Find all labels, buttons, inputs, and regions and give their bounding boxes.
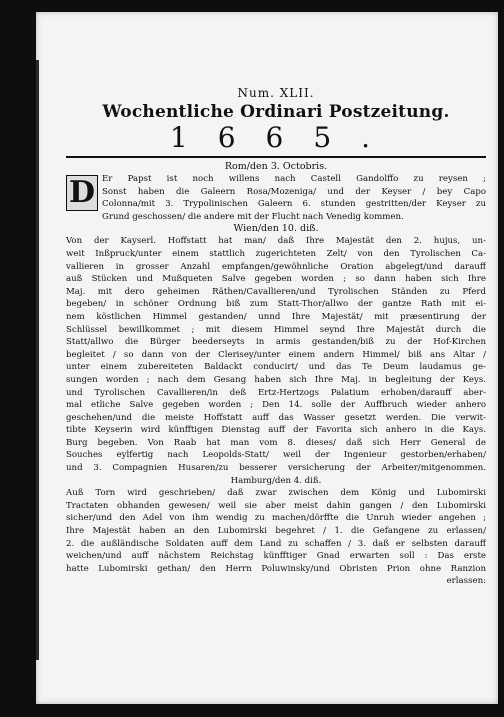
article-line: 2. die außländische Soldaten auff dem Land zu schaffen / 3. daß er selbsten darauff	[66, 538, 486, 549]
dateline-rome: Rom/den 3. Octobris.	[224, 161, 328, 172]
article-closing-word: erlassen:	[446, 576, 486, 587]
article-line: vallieren in grosser Anzahl empfangen/gewöhnliche Oration abgelegt/und darauff	[66, 261, 486, 272]
masthead-rule	[66, 156, 486, 158]
article-line: nem köstlichen Himmel gestanden/ unnd Ihre Majestät/ mit præsentirung der	[66, 311, 486, 322]
article-hamburg	[66, 487, 486, 588]
article-line: sicher/und den Adel von ihm wendig zu machen/dörffte die Unruh wieder angehen ;	[66, 513, 486, 524]
article-line: weit Inßpruck/unter einem stattlich zugerichteten Zelt/ von den Tyrolischen Ca-	[66, 248, 486, 259]
dateline-hamburg: Hamburg/den 4. diß.	[230, 475, 322, 486]
article-line: unter einem zubereiteten Baldackt conducirt/ und das Te Deum laudamus ge-	[66, 362, 486, 373]
article-line: weichen/und auff nächstem Reichstag künfftiger Gnad erwarten soll : Das erste	[66, 551, 486, 562]
article-line: auß Stücken und Mußqueten Salve gegeben worden ; so dann haben sich Ihre	[66, 274, 486, 285]
article-line: Souches eylfertig nach Leopolds-Statt/ weil der Ingenieur gestorben/erhaben/	[66, 450, 486, 461]
article-line: hatte Lubomirski gethan/ den Herrn Poluwinsky/und Obristen Prion ohne Ranzion	[66, 563, 486, 574]
article-line: und 3. Compagnien Husaren/zu besserer versicherung der Arbeiter/mitgenommen.	[66, 463, 486, 474]
article-line: Burg begeben. Von Raab hat man vom 8. dieses/ daß sich Herr General de	[66, 437, 486, 448]
article-line: Schlüssel bewillkommet ; mit diesem Himmel seynd Ihre Majestät durch die	[66, 324, 486, 335]
article-line: Colonna/mit 3. Trypolinischen Galeern 6. stunden gestritten/der Keyser zu	[102, 199, 486, 210]
article-line: sungen worden ; nach dem Gesang haben sich Ihre Maj. in begleitung der Keys.	[66, 374, 486, 385]
article-line: Statt/allwo die Bürger beederseyts in armis gestanden/biß zu der Hof-Kirchen	[66, 337, 486, 348]
page-fold-shadow	[36, 60, 39, 660]
article-line: begleitet / so dann von der Clerisey/unter einem andern Himmel/ biß ans Altar /	[66, 349, 486, 360]
article-line: Ihre Majestät haben an den Lubomirski begehret / 1. die Gefangene zu erlassen/	[66, 526, 486, 537]
article-line: und Tyrolischen Cavallieren/in deß Ertz-Hertzogs Palatium erhoben/darauff aber-	[66, 387, 486, 398]
dateline-vienna: Wien/den 10. diß.	[233, 223, 319, 235]
article-line: mal etliche Salve gegeben worden ; Den 14. solle der Auffbruch wieder anhero	[66, 400, 486, 411]
masthead-title: Wochentliche Ordinari Postzeitung.	[102, 102, 450, 122]
article-rome	[66, 173, 486, 223]
article-line: tibte Keyserin wird künfftigen Dienstag auff der Favorita sich anhero in die Kays.	[66, 425, 486, 436]
issue-number: Num. XLII.	[237, 86, 315, 100]
article-line: Von der Kayserl. Hoffstatt hat man/ daß Ihre Majestät den 2. hujus, un-	[66, 236, 486, 247]
article-line: Tractaten obhanden gewesen/ weil sie aber meist dahin gangen / den Lubomirski	[66, 500, 486, 511]
decorated-initial: D	[66, 175, 98, 211]
newspaper-content	[66, 86, 486, 588]
article-line: Grund geschossen/ die andere mit der Flucht nach Venedig kommen.	[102, 211, 404, 222]
article-line: Auß Torn wird geschrieben/ daß zwar zwischen dem König und Lubomirski	[66, 488, 486, 499]
issue-year: 1665.	[169, 121, 401, 154]
article-line: Sonst haben die Galeern Rosa/Mozeniga/ und der Keyser / bey Capo	[102, 186, 486, 197]
article-line: Er Papst ist noch willens nach Castell Gandolffo zu reysen ;	[102, 174, 486, 184]
article-line: begeben/ in schöner Ordnung biß zum Statt-Thor/allwo der gantze Rath mit ei-	[66, 299, 486, 310]
article-line: Maj. mit dero geheimen Räthen/Cavallieren/und Tyrolischen Ständen zu Pferd	[66, 286, 486, 297]
article-line: geschehen/und die meiste Hoffstatt auff das Wasser gesetzt werden. Die verwit-	[66, 412, 486, 423]
article-vienna	[66, 235, 486, 487]
